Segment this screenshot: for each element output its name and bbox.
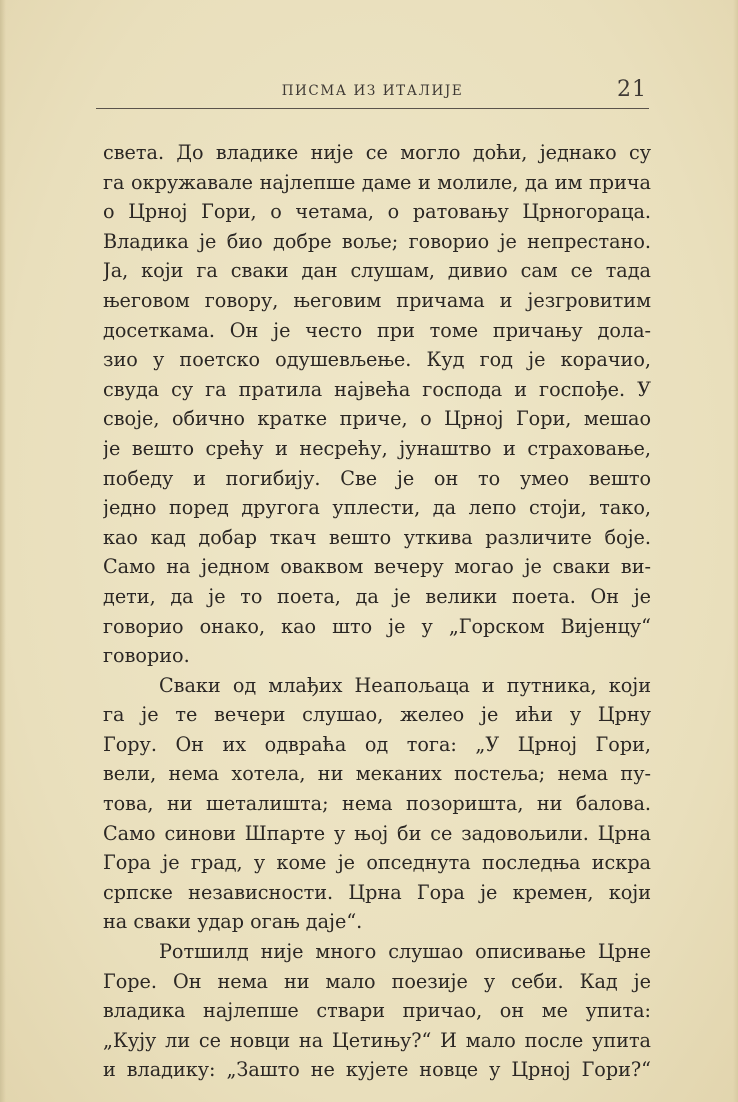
page-header <box>96 78 649 109</box>
text-line: това, ни шеталишта; нема позоришта, ни балова. <box>103 792 651 816</box>
text-line: га окружавале најлепше даме и молиле, да им прича <box>103 170 651 194</box>
paragraph-last-line: на сваки удар огањ даје“. <box>103 910 363 934</box>
text-line: као кад добар ткач вешто уткива различите боје. <box>103 525 651 549</box>
page-number: 21 <box>617 77 647 102</box>
text-line: „Кују ли се новци на Цетињу?“ И мало после упита <box>103 1028 651 1052</box>
page-edge-shadow-left <box>0 0 6 1102</box>
text-line: је вешто срећу и несрећу, јунаштво и страховање, <box>103 436 651 460</box>
text-line: српске независности. Црна Гора је кремен, који <box>103 880 651 904</box>
text-line: досеткама. Он је често при томе причању дола- <box>103 318 651 342</box>
paragraph-first-line: Сваки од млађих Неапољаца и путника, који <box>159 673 651 697</box>
text-line: дети, да је то поета, да је велики поета. Он је <box>103 584 651 608</box>
text-line: своје, обично кратке приче, о Црној Гори, мешао <box>103 407 651 431</box>
text-line: његовом говору, његовим причама и језгровитим <box>103 288 651 312</box>
text-line: победу и погибију. Све је он то умео вешто <box>103 466 651 490</box>
text-line: Владика је био добре воље; говорио је непрестано. <box>103 229 651 253</box>
paragraph-last-line: говорио. <box>103 644 190 668</box>
text-line: вели, нема хотела, ни меканих постеља; нема пу- <box>103 762 651 786</box>
text-line: владика најлепше ствари причао, он ме упита: <box>103 999 651 1023</box>
text-line: једно поред другога уплести, да лепо стоји, тако, <box>103 496 651 520</box>
text-line: свуда су га пратила највећа господа и госпође. У <box>103 377 651 401</box>
text-line: Горе. Он нема ни мало поезије у себи. Кад је <box>103 969 651 993</box>
body-text <box>103 138 651 1085</box>
page-edge-shadow-right <box>733 0 738 1102</box>
text-line: говорио онако, као што је у „Горском Вијенцу“ <box>103 614 651 638</box>
text-line: Гора је град, у коме је опседнута последња искра <box>103 851 651 875</box>
text-line: зио у поетско одушевљење. Куд год је корачио, <box>103 348 651 372</box>
text-line: Само синови Шпарте у њој би се задовољили. Црна <box>103 821 651 845</box>
text-line: света. До владике није се могло доћи, једнако су <box>103 141 651 164</box>
text-line: Гору. Он их одвраћа од тога: „У Црној Гори, <box>103 732 651 756</box>
text-line: га је те вечери слушао, желео је ићи у Црну <box>103 703 651 727</box>
text-line: Ја, који га сваки дан слушам, дивио сам се тада <box>103 259 651 283</box>
text-line: и владику: „Зашто не кујете новце у Црној Гори?“ <box>103 1058 651 1082</box>
running-title: ПИСМА ИЗ ИТАЛИЈЕ <box>281 83 464 99</box>
paragraph-first-line: Ротшилд није много слушао описивање Црне <box>159 940 651 964</box>
text-line: Само на једном оваквом вечеру могао је сваки ви- <box>103 555 651 579</box>
text-line: о Црној Гори, о четама, о ратовању Црногораца. <box>103 200 651 224</box>
